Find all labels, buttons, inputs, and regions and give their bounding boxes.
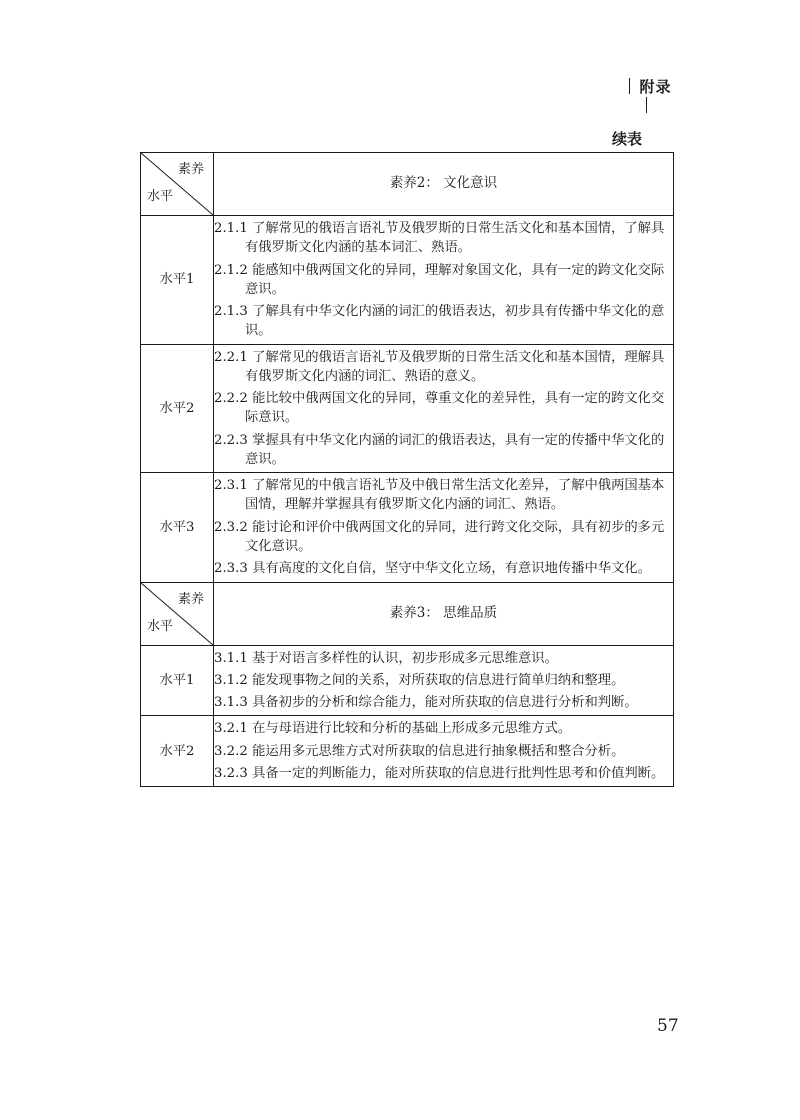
level-content: [214, 216, 674, 345]
list-item: [214, 431, 673, 470]
item-text: 能讨论和评价中俄两国文化的异同，进行跨文化交际，具有初步的多元文化意识。: [245, 519, 665, 554]
item-number: 3.1.1: [214, 650, 248, 666]
list-item: [214, 649, 673, 668]
level-row: [141, 344, 674, 473]
header-divider-left: [629, 78, 630, 94]
list-item: [214, 742, 673, 761]
item-number: 3.2.3: [214, 765, 248, 781]
item-number: 2.1.2: [214, 262, 248, 278]
corner-label-competency: 素养: [177, 162, 204, 177]
section-header-row: [141, 582, 674, 645]
item-number: 3.1.3: [214, 695, 248, 711]
list-item: [214, 671, 673, 690]
level-label: 水平2: [141, 716, 214, 787]
page-number: 57: [657, 1016, 679, 1036]
section-title: 素养2： 文化意识: [214, 153, 674, 216]
list-item: [214, 518, 673, 557]
corner-header-cell: [141, 153, 214, 216]
level-row: [141, 473, 674, 582]
list-item: [214, 348, 673, 387]
item-number: 2.3.1: [214, 478, 248, 494]
running-header: [612, 76, 680, 115]
section-title: 素养3： 思维品质: [214, 582, 674, 645]
item-text: 了解常见的中俄言语礼节及中俄日常生活文化差异，了解中俄两国基本国情，理解并掌握具有俄罗斯文化内涵的词汇、熟语。: [245, 478, 665, 513]
competency-level-table: [140, 152, 674, 787]
level-label: 水平2: [141, 344, 214, 473]
item-number: 2.2.3: [214, 432, 248, 448]
item-text: 了解常见的俄语言语礼节及俄罗斯的日常生活文化和基本国情，理解具有俄罗斯文化内涵的词汇、熟语的意义。: [245, 349, 665, 384]
item-text: 能比较中俄两国文化的异同，尊重文化的差异性，具有一定的跨文化交际意识。: [245, 391, 665, 426]
item-number: 3.2.2: [214, 743, 248, 759]
item-text: 基于对语言多样性的认识，初步形成多元思维意识。: [252, 650, 558, 666]
corner-label-competency: 素养: [177, 591, 204, 607]
item-text: 了解具有中华文化内涵的词汇的俄语表达，初步具有传播中华文化的意识。: [245, 304, 665, 339]
level-label: 水平1: [141, 216, 214, 345]
corner-label-level: 水平: [147, 189, 174, 205]
list-item: [214, 559, 673, 578]
list-item: [214, 476, 673, 515]
item-number: 2.1.1: [214, 221, 248, 236]
list-item: [214, 389, 673, 428]
item-text: 能运用多元思维方式对所获取的信息进行抽象概括和整合分析。: [252, 743, 625, 759]
item-number: 2.2.2: [214, 391, 248, 407]
list-item: [214, 261, 673, 300]
level-row: [141, 216, 674, 345]
list-item: [214, 219, 673, 258]
list-item: [214, 302, 673, 341]
level-label: 水平3: [141, 473, 214, 582]
corner-label-level: 水平: [147, 618, 174, 634]
item-text: 具备初步的分析和综合能力，能对所获取的信息进行分析和判断。: [252, 695, 638, 711]
list-item: [214, 693, 673, 712]
running-header-title: 附录: [639, 78, 672, 96]
item-text: 了解常见的俄语言语礼节及俄罗斯的日常生活文化和基本国情，了解具有俄罗斯文化内涵的基本词汇、熟语。: [245, 221, 665, 256]
item-text: 具备一定的判断能力，能对所获取的信息进行批判性思考和价值判断。: [252, 765, 665, 781]
item-number: 2.3.2: [214, 519, 248, 535]
level-row: [141, 645, 674, 716]
item-text: 能发现事物之间的关系，对所获取的信息进行简单归纳和整理。: [252, 672, 625, 688]
level-content: [214, 344, 674, 473]
level-label: 水平1: [141, 645, 214, 716]
level-row: [141, 716, 674, 787]
header-divider-right: [646, 97, 647, 113]
item-text: 掌握具有中华文化内涵的词汇的俄语表达，具有一定的传播中华文化的意识。: [245, 432, 665, 467]
item-text: 具有高度的文化自信，坚守中华文化立场，有意识地传播中华文化。: [252, 561, 651, 577]
level-content: [214, 473, 674, 582]
item-number: 3.2.1: [214, 721, 248, 737]
list-item: [214, 719, 673, 738]
item-number: 2.2.1: [214, 349, 248, 365]
item-number: 2.3.3: [214, 561, 248, 577]
item-number: 2.1.3: [214, 304, 248, 320]
level-content: [214, 645, 674, 716]
list-item: [214, 764, 673, 783]
item-text: 在与母语进行比较和分析的基础上形成多元思维方式。: [252, 721, 572, 737]
item-number: 3.1.2: [214, 672, 248, 688]
level-content: [214, 716, 674, 787]
item-text: 能感知中俄两国文化的异同，理解对象国文化，具有一定的跨文化交际意识。: [245, 262, 665, 297]
continued-label: 续表: [612, 130, 643, 148]
section-header-row: [141, 153, 674, 216]
corner-header-cell: [141, 582, 214, 645]
